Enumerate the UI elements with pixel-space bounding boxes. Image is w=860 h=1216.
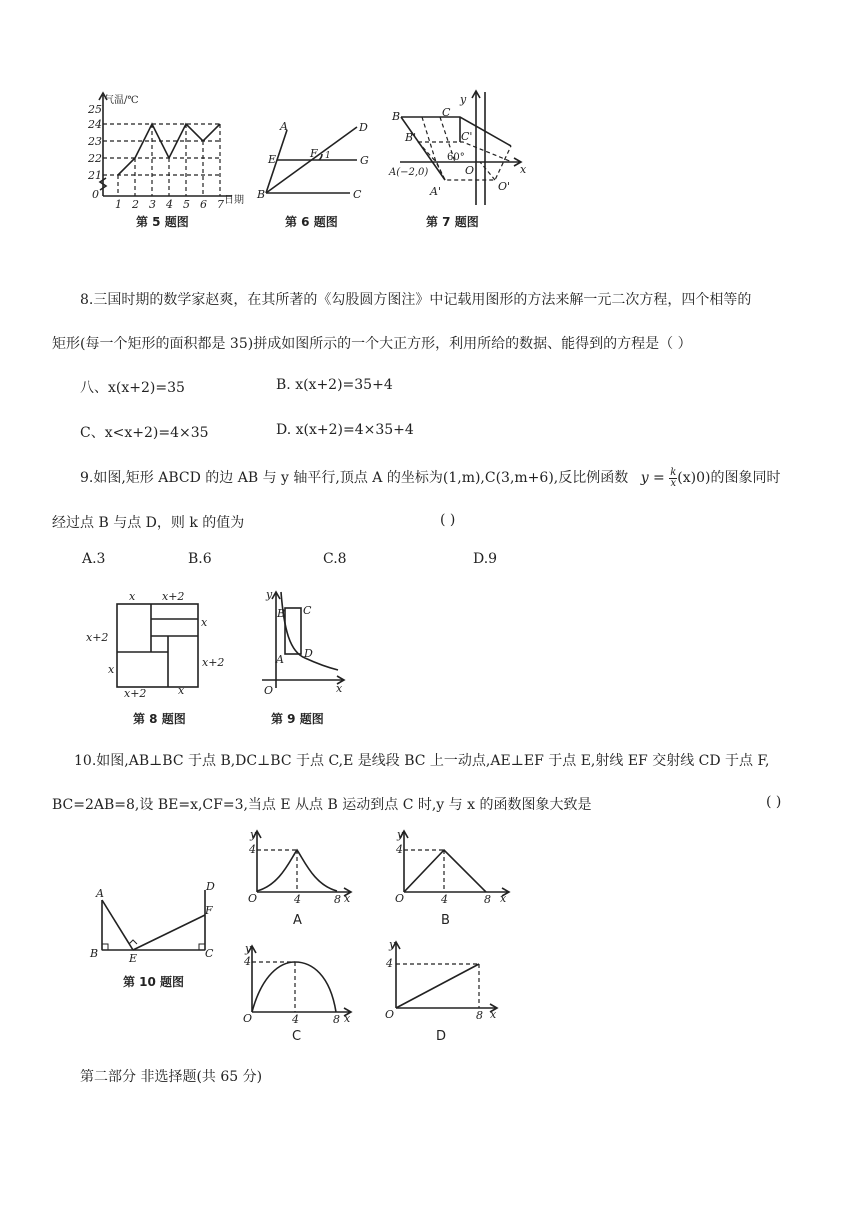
fig9-label: O [264,684,274,697]
fig7-label: B [392,110,401,123]
fig7-label: O' [498,180,511,193]
q9-option-a[interactable]: A.3 [82,551,106,567]
graph-axis-label: 4 [396,843,403,856]
fig8-label: x [178,684,185,697]
fig5-xlabel: 日期 [224,195,244,206]
graph-axis-label: 4 [294,893,301,906]
fig8-label: x+2 [202,656,225,669]
fig5-xtick: 2 [132,198,139,211]
fig9-label: x [336,682,343,695]
q9-text-line2: 经过点 B 与点 D，则 k 的值为 [52,515,245,531]
fig10-label: A [96,887,104,900]
fig8-label: x [129,590,136,603]
graph-axis-label: 8 [476,1009,483,1022]
q9-text-line1-a: 9.如图,矩形 ABCD 的边 AB 与 y 轴平行,顶点 A 的坐标为(1,m),C(3,m+6),反比例函数 [80,470,629,486]
fig9-label: D [304,647,313,660]
fig10-caption: 第 10 题图 [123,975,185,989]
fig7-label: B' [405,131,417,144]
graph-axis-label: 8 [334,893,341,906]
q9-option-b[interactable]: B.6 [188,551,212,567]
q10-text-line1: 10.如图,AB⊥BC 于点 B,DC⊥BC 于点 C,E 是线段 BC 上一动点,AE⊥EF 于点 E,射线 EF 交射线 CD 于点 F, [74,753,770,769]
q9-option-d[interactable]: D.9 [473,551,498,567]
q9-frac-bottom: x [670,477,677,489]
q8-option-d[interactable]: D. x(x+2)=4×35+4 [276,422,414,438]
fig9-label: A [276,653,284,666]
graph-c-label: C [292,1029,302,1044]
q9-text-line1-b: 的图象同时 [710,470,781,486]
fig8-label: x [201,616,208,629]
graph-a-label: A [293,913,302,928]
fig5-xtick: 4 [166,198,173,211]
fig6-label: E [268,153,277,166]
fig5-xtick: 6 [200,198,207,211]
fig7-label: x [520,163,527,176]
graph-axis-label: 4 [386,957,393,970]
fig6-label: 1 [325,151,331,161]
fig10-label: C [205,947,214,960]
fig6-label: D [359,121,368,134]
fig10-label: F [205,904,213,917]
graph-axis-label: O [385,1008,395,1021]
graph-axis-label: 8 [484,893,491,906]
part2-heading: 第二部分 非选择题(共 65 分) [80,1069,263,1085]
q9-answer-paren: ( ) [440,512,456,528]
graph-axis-label: 8 [333,1013,340,1026]
q9-formula-y: y = [640,470,665,486]
graph-axis-label: O [243,1012,253,1025]
fig7-label: O [465,164,475,177]
fig5-xtick: 3 [149,198,156,211]
fig8-label: x+2 [162,590,185,603]
fig5-xtick: 1 [115,198,122,211]
fig9-caption: 第 9 题图 [271,712,324,726]
fig6-caption: 第 6 题图 [285,215,338,229]
fig7-caption: 第 7 题图 [426,215,479,229]
fig7-label: C [442,106,451,119]
graph-b-label: B [441,913,450,928]
fig10-label: E [129,952,138,965]
fig6-label: A [280,120,288,133]
graph-axis-label: O [248,892,258,905]
fig5-ylabel: 气温/℃ [104,95,139,106]
graph-axis-label: x [344,892,351,905]
q9-frac-top: k [670,466,677,478]
q8-text-line1: 8.三国时期的数学家赵爽，在其所著的《勾股圆方图注》中记载用图形的方法来解一元二次方程，四个相等的 [80,292,752,308]
fig5-ytick: 23 [88,135,102,148]
fig7-label: C' [461,130,473,143]
q8-option-b[interactable]: B. x(x+2)=35+4 [276,377,393,393]
graph-axis-label: 4 [292,1013,299,1026]
graph-axis-label: x [490,1008,497,1021]
graph-axis-label: y [389,938,396,951]
q10-answer-paren: ( ) [766,794,782,810]
q9-option-c[interactable]: C.8 [323,551,347,567]
graph-d-label: D [436,1029,447,1044]
fig9-label: C [303,604,312,617]
fig5-ytick: 0 [92,188,99,201]
graph-axis-label: 4 [441,893,448,906]
fig7-label: A' [430,185,441,198]
fig10-label: B [90,947,99,960]
fig8-caption: 第 8 题图 [133,712,186,726]
fig5-xtick: 7 [217,198,224,211]
q10-text-line2: BC=2AB=8,设 BE=x,CF=3,当点 E 从点 B 运动到点 C 时,y 与 x 的函数图象大致是 [52,797,592,813]
fig5-ytick: 22 [88,152,102,165]
fig7-label: 60° [447,152,465,163]
fig6-label: F [310,147,318,160]
fig6-label: G [360,154,369,167]
fig5-ytick: 25 [88,103,102,116]
graph-axis-label: y [250,828,257,841]
q8-text-line2: 矩形(每一个矩形的面积都是 35)拼成如图所示的一个大正方形，利用所给的数据、能得到的方程是（ ） [52,336,692,352]
fig10-label: D [206,880,215,893]
graph-axis-label: y [245,942,252,955]
q8-option-c[interactable]: C、x<x+2)=4×35 [80,425,209,441]
fig7-label: A(−2,0) [389,167,429,178]
fig6-label: B [257,188,266,201]
fig8-label: x+2 [86,631,109,644]
fig8-label: x [108,663,115,676]
fig9-label: B [277,607,286,620]
fig5-caption: 第 5 题图 [136,215,189,229]
graph-axis-label: O [395,892,405,905]
q9-formula-rest: (x)0) [677,470,711,486]
graph-axis-label: 4 [249,843,256,856]
fig9-label: y [266,588,273,601]
fig8-label: x+2 [124,687,147,700]
graph-axis-label: x [344,1012,351,1025]
fig7-label: y [460,93,467,106]
fig5-ytick: 24 [88,118,102,131]
graph-axis-label: x [500,892,507,905]
graph-axis-label: 4 [244,955,251,968]
fig6-label: C [353,188,362,201]
fig5-ytick: 21 [88,169,102,182]
fig5-xtick: 5 [183,198,190,211]
q8-option-a[interactable]: 八、x(x+2)=35 [80,380,185,396]
graph-axis-label: y [397,828,404,841]
